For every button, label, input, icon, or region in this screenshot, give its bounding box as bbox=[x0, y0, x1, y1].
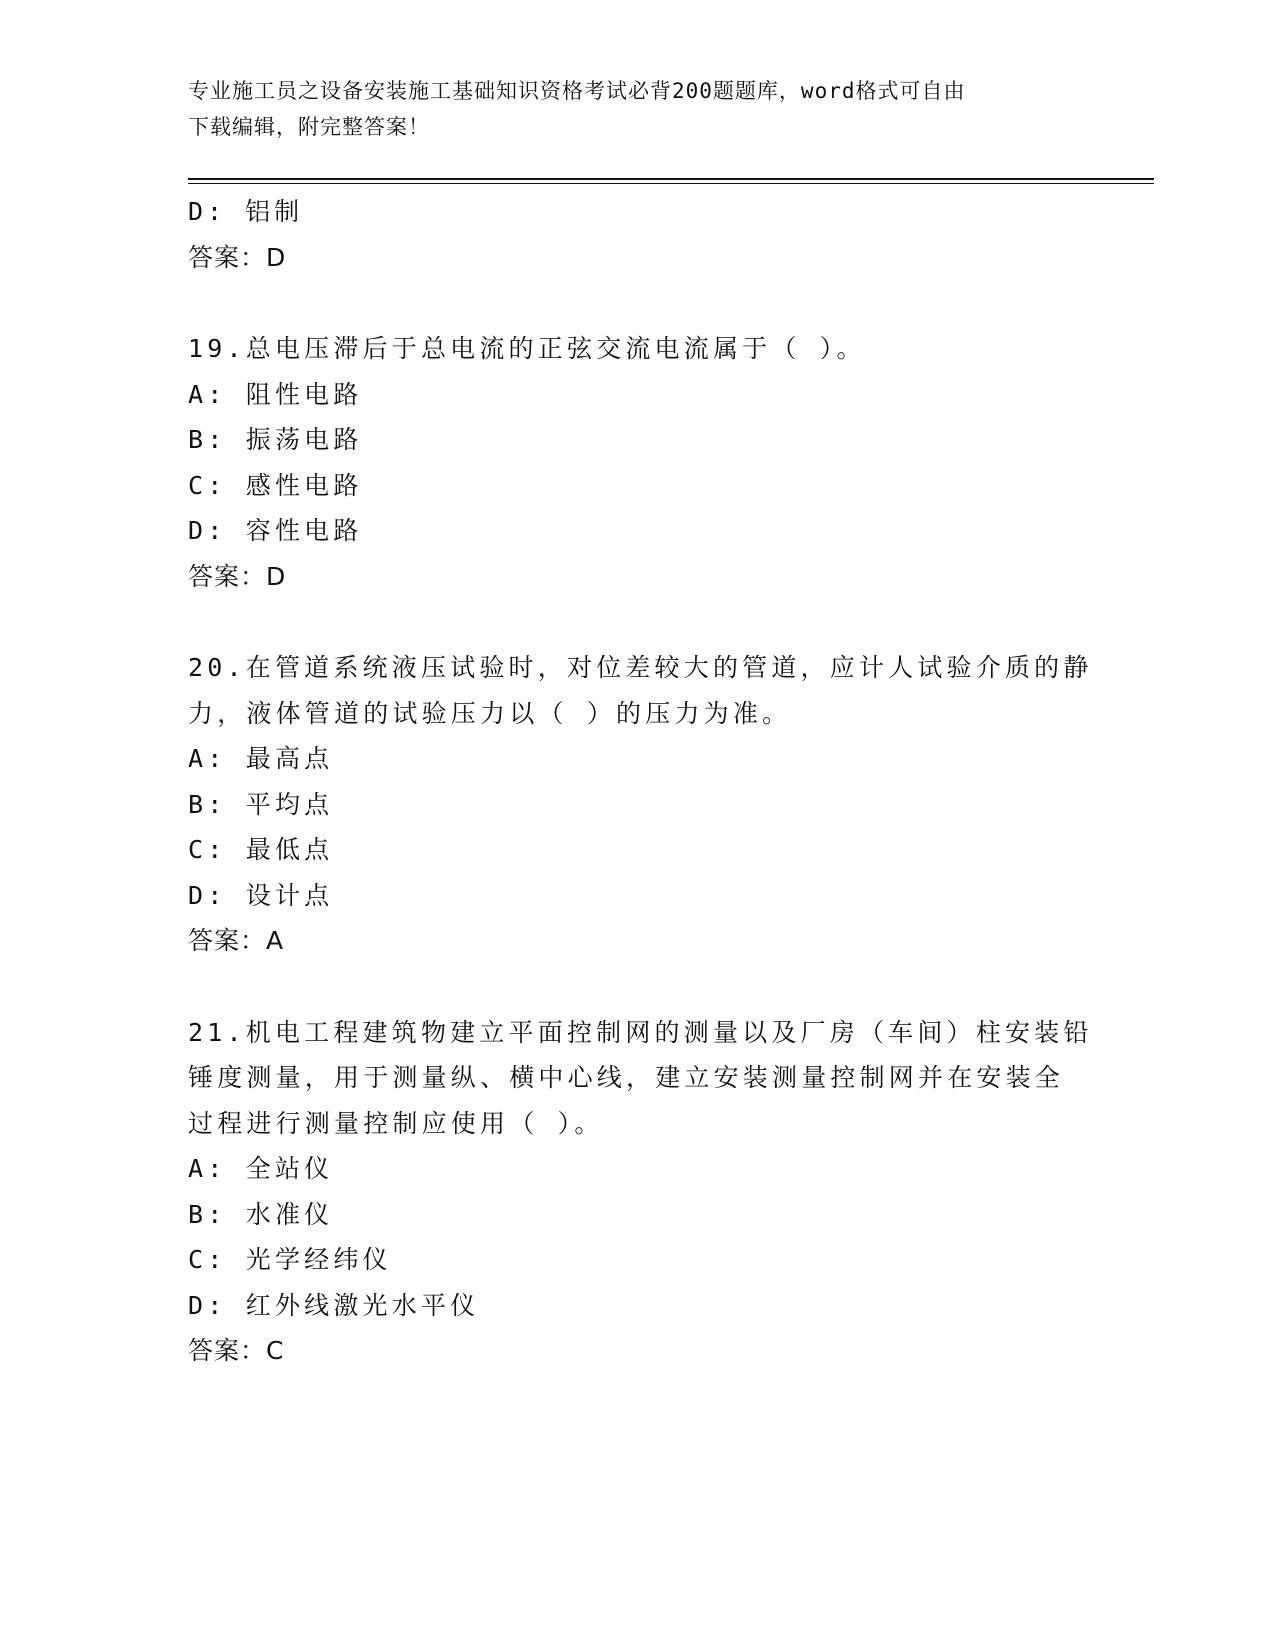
document-header bbox=[188, 73, 1088, 145]
header-line-1: 专业施工员之设备安装施工基础知识资格考试必背200题题库，word格式可自由 bbox=[188, 79, 966, 103]
option-c: C: 最低点 bbox=[188, 835, 334, 864]
option-a: A: 阻性电路 bbox=[188, 379, 363, 409]
option-b: B: 振荡电路 bbox=[188, 425, 363, 454]
question-list bbox=[188, 189, 1093, 1374]
question-19 bbox=[188, 326, 1088, 599]
spacer bbox=[188, 599, 1088, 645]
answer-line: 答案：A bbox=[188, 926, 285, 955]
answer-line: 答案：D bbox=[188, 561, 287, 591]
question-stem-line-1: 21.机电工程建筑物建立平面控制网的测量以及厂房（车间）柱安装铅 bbox=[188, 1017, 1093, 1047]
option-c: C: 光学经纬仪 bbox=[188, 1245, 392, 1274]
option-c: C: 感性电路 bbox=[188, 470, 363, 500]
header-rule-thick bbox=[188, 178, 1154, 180]
option-a: A: 最高点 bbox=[188, 744, 334, 773]
question-stem-line-1: 20.在管道系统液压试验时，对位差较大的管道，应计人试验介质的静 bbox=[188, 653, 1093, 682]
question-stem: 19.总电压滞后于总电流的正弦交流电流属于（ ）。 bbox=[188, 334, 866, 363]
prev-question-tail bbox=[188, 189, 1088, 280]
answer-line: 答案：C bbox=[188, 1336, 285, 1365]
option-b: B: 水准仪 bbox=[188, 1199, 334, 1229]
header-rule-thin bbox=[188, 183, 1154, 184]
question-21 bbox=[188, 1010, 1093, 1374]
option-a: A: 全站仪 bbox=[188, 1154, 334, 1183]
question-stem-line-2: 力，液体管道的试验压力以（ ）的压力为准。 bbox=[188, 698, 792, 728]
option-d: D: 红外线激光水平仪 bbox=[188, 1290, 480, 1320]
question-stem-line-2: 锤度测量，用于测量纵、横中心线，建立安装测量控制网并在安装全 bbox=[188, 1063, 1065, 1092]
header-line-2: 下载编辑，附完整答案！ bbox=[188, 115, 430, 139]
spacer bbox=[188, 280, 1088, 326]
question-20 bbox=[188, 645, 1093, 964]
spacer bbox=[188, 964, 1088, 1010]
question-stem-line-3: 过程进行测量控制应使用（ ）。 bbox=[188, 1108, 604, 1138]
option-d: D: 铝制 bbox=[188, 197, 304, 226]
option-b: B: 平均点 bbox=[188, 789, 334, 819]
option-d: D: 容性电路 bbox=[188, 516, 363, 545]
option-d: D: 设计点 bbox=[188, 880, 334, 910]
answer-line: 答案：D bbox=[188, 242, 287, 272]
